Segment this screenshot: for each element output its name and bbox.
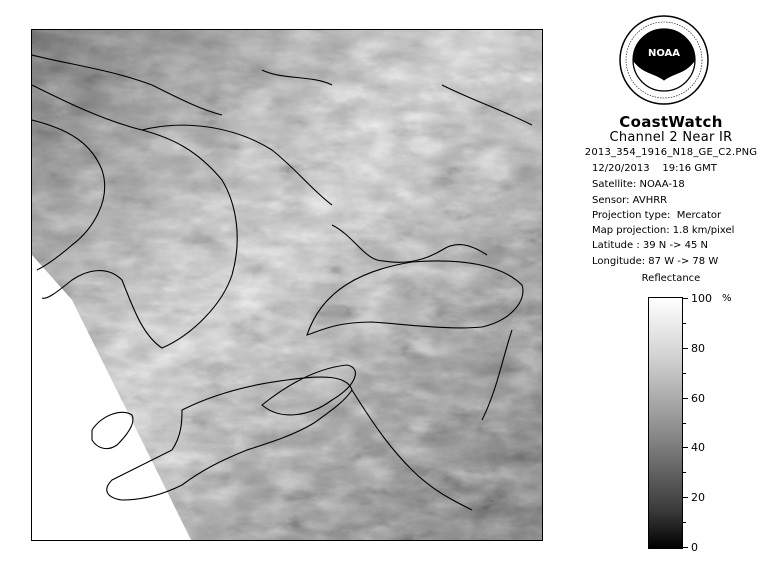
colorbar-minor-tick (683, 423, 686, 424)
logo-text: NOAA (647, 48, 681, 59)
satellite-image-svg (32, 30, 543, 541)
colorbar-tick (683, 447, 688, 448)
colorbar-minor-tick (683, 522, 686, 523)
map-projection-label: Map projection: 1.8 km/pixel (592, 225, 735, 236)
colorbar-tick (683, 348, 688, 349)
colorbar-tick-label: 80 (691, 341, 705, 355)
legend-title: Reflectance (641, 273, 701, 284)
legend-unit: % (722, 293, 732, 304)
colorbar-tick (683, 298, 688, 299)
satellite-label: Satellite: NOAA-18 (592, 179, 685, 190)
colorbar-tick-label: 100 (691, 292, 712, 305)
colorbar-tick-label: 40 (691, 441, 705, 455)
satellite-image-map (31, 29, 543, 541)
colorbar-tick-label: 20 (691, 491, 705, 505)
colorbar-minor-tick (683, 373, 686, 374)
colorbar-tick (683, 497, 688, 498)
latitude-label: Latitude : 39 N -> 45 N (592, 240, 708, 251)
noaa-logo-icon (618, 14, 710, 106)
channel-subtitle: Channel 2 Near IR (609, 130, 733, 145)
colorbar-minor-tick (683, 472, 686, 473)
colorbar-minor-tick (683, 323, 686, 324)
colorbar-tick-label: 60 (691, 391, 705, 405)
longitude-label: Longitude: 87 W -> 78 W (592, 256, 719, 267)
colorbar-tick-label: 0 (691, 541, 698, 554)
projection-type-label: Projection type: Mercator (592, 210, 722, 221)
colorbar-tick (683, 547, 688, 548)
reflectance-colorbar (648, 297, 683, 549)
sensor-label: Sensor: AVHRR (592, 195, 668, 206)
colorbar-tick (683, 398, 688, 399)
datetime-label: 12/20/2013 19:16 GMT (592, 163, 717, 174)
page-title: CoastWatch (619, 113, 723, 131)
filename-label: 2013_354_1916_N18_GE_C2.PNG (584, 147, 758, 158)
